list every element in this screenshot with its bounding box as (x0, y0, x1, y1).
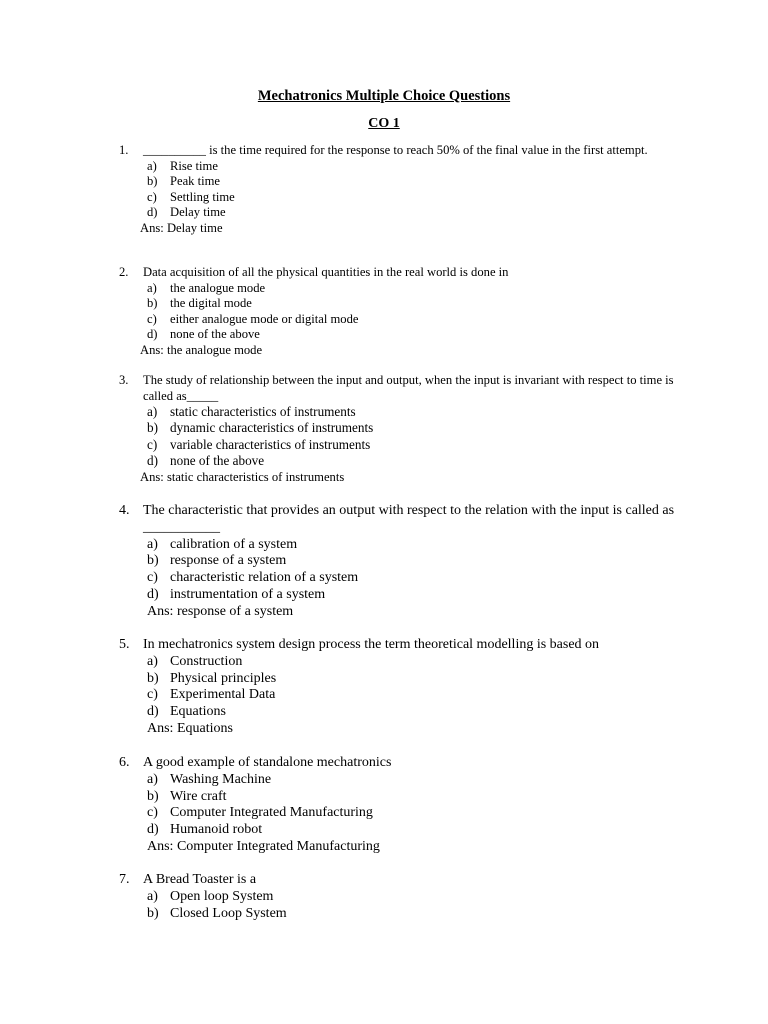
option-letter: d) (147, 586, 159, 602)
option-text: none of the above (170, 453, 265, 469)
option-b (0, 671, 768, 688)
answer: Ans: Equations (147, 720, 233, 736)
option-c (0, 190, 768, 206)
question-text: The characteristic that provides an output with respect to the relation with the input is called as ___________ (143, 503, 675, 535)
option-letter: d) (147, 704, 159, 720)
option-text: Settling time (170, 189, 235, 204)
option-letter: a) (147, 158, 157, 173)
option-letter: a) (147, 536, 158, 552)
option-a (0, 772, 768, 789)
option-a (0, 654, 768, 671)
question-5 (0, 637, 768, 738)
question-1 (0, 143, 768, 236)
option-text: Delay time (170, 205, 226, 219)
option-letter: b) (147, 788, 159, 804)
option-text: Peak time (170, 174, 221, 188)
option-text: Construction (170, 653, 243, 669)
question-number: 7. (119, 872, 130, 887)
question-stem (0, 373, 768, 404)
option-letter: b) (147, 296, 158, 310)
option-letter: c) (147, 687, 158, 703)
answer: Ans: Computer Integrated Manufacturing (147, 838, 380, 854)
option-d (0, 704, 768, 721)
option-c (0, 312, 768, 328)
question-number: 6. (119, 755, 130, 770)
option-a (0, 281, 768, 297)
question-7 (0, 872, 768, 922)
option-text: instrumentation of a system (170, 586, 326, 602)
option-letter: d) (147, 453, 158, 469)
option-text: Washing Machine (170, 771, 272, 787)
question-stem (0, 143, 768, 159)
document-title: Mechatronics Multiple Choice Questions (257, 88, 511, 104)
option-letter: a) (147, 771, 158, 787)
option-b (0, 789, 768, 806)
option-a (0, 404, 768, 420)
option-text: Wire craft (170, 788, 227, 804)
option-text: variable characteristics of instruments (170, 436, 371, 452)
question-text: A Bread Toaster is a (143, 872, 257, 887)
answer: Ans: response of a system (147, 603, 294, 619)
answer: Ans: the analogue mode (140, 342, 263, 357)
option-b (0, 296, 768, 312)
option-text: static characteristics of instruments (170, 404, 356, 419)
option-text: none of the above (170, 327, 260, 341)
question-4 (0, 503, 768, 621)
option-letter: c) (147, 805, 158, 821)
option-letter: a) (147, 653, 158, 669)
option-letter: a) (147, 888, 158, 904)
question-stem (0, 637, 768, 654)
option-b (0, 420, 768, 436)
option-letter: c) (147, 189, 157, 204)
option-c (0, 437, 768, 453)
option-text: characteristic relation of a system (170, 570, 359, 586)
question-text: The study of relationship between the input and output, when the input is invariant with respect to time is called as_____ (143, 373, 674, 403)
option-b (0, 174, 768, 190)
option-d (0, 327, 768, 343)
option-letter: a) (147, 280, 157, 295)
question-text: Data acquisition of all the physical quantities in the real world is done in (143, 265, 509, 279)
question-text: A good example of standalone mechatronics (143, 755, 392, 770)
question-stem (0, 265, 768, 281)
option-a (0, 159, 768, 175)
option-text: either analogue mode or digital mode (170, 311, 359, 326)
option-text: calibration of a system (170, 536, 298, 552)
option-text: Open loop System (170, 888, 274, 904)
option-text: Rise time (170, 158, 218, 173)
option-letter: d) (147, 327, 158, 341)
option-d (0, 587, 768, 604)
option-text: Equations (170, 704, 226, 720)
option-c (0, 570, 768, 587)
option-a (0, 889, 768, 906)
option-text: Computer Integrated Manufacturing (170, 805, 373, 821)
question-number: 1. (119, 143, 129, 157)
option-text: dynamic characteristics of instruments (170, 420, 374, 436)
option-d (0, 822, 768, 839)
option-text: response of a system (170, 553, 287, 569)
answer: Ans: static characteristics of instruments (140, 469, 345, 484)
option-text: Humanoid robot (170, 822, 263, 838)
option-letter: c) (147, 311, 157, 326)
option-text: Closed Loop System (170, 905, 287, 921)
option-c (0, 805, 768, 822)
document-subtitle: CO 1 (368, 116, 400, 131)
answer: Ans: Delay time (140, 220, 223, 235)
option-b (0, 553, 768, 570)
option-d (0, 453, 768, 469)
option-letter: c) (147, 570, 158, 586)
question-number: 4. (119, 503, 130, 518)
option-a (0, 537, 768, 554)
option-text: the analogue mode (170, 280, 266, 295)
option-letter: d) (147, 822, 159, 838)
question-3 (0, 373, 768, 485)
question-stem (0, 872, 768, 889)
option-letter: a) (147, 404, 158, 419)
question-2 (0, 265, 768, 358)
option-letter: d) (147, 205, 158, 219)
option-c (0, 687, 768, 704)
option-letter: b) (147, 420, 158, 436)
option-letter: b) (147, 174, 158, 188)
question-stem (0, 503, 768, 537)
option-letter: b) (147, 553, 159, 569)
option-text: Experimental Data (170, 687, 276, 703)
question-number: 3. (119, 373, 129, 387)
option-text: the digital mode (170, 296, 252, 310)
question-number: 2. (119, 265, 129, 279)
option-letter: b) (147, 670, 159, 686)
question-stem (0, 755, 768, 772)
option-letter: c) (147, 436, 158, 452)
option-b (0, 906, 768, 923)
option-letter: b) (147, 905, 159, 921)
question-text: __________ is the time required for the response to reach 50% of the final value in the first attempt. (143, 143, 648, 157)
question-6 (0, 755, 768, 856)
option-d (0, 205, 768, 221)
question-text: In mechatronics system design process the term theoretical modelling is based on (143, 637, 600, 652)
question-number: 5. (119, 637, 130, 652)
option-text: Physical principles (170, 670, 277, 686)
